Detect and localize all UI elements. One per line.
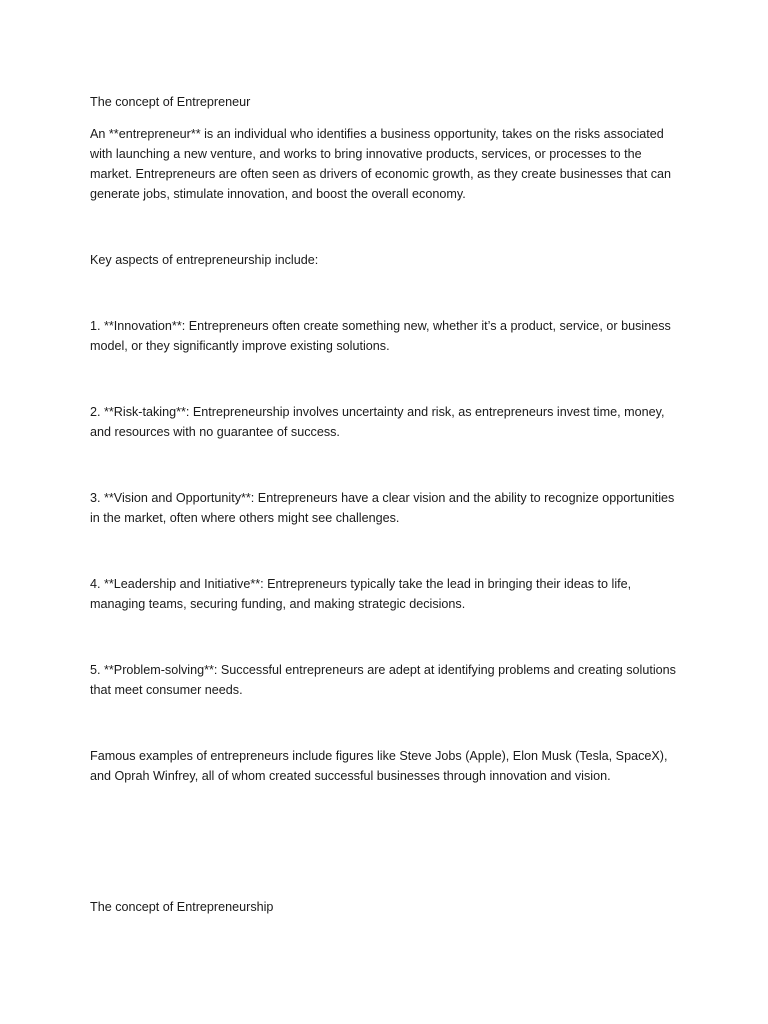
famous-examples-paragraph: Famous examples of entrepreneurs include figures like Steve Jobs (Apple), Elon Musk (Tesla, SpaceX), and Oprah Winfrey, all of whom created successful businesses through innovation and vision. [90, 749, 668, 783]
list-item-problem-solving: 5. **Problem-solving**: Successful entrepreneurs are adept at identifying problems and creating solutions that meet consumer needs. [90, 663, 676, 697]
intro-paragraph: An **entrepreneur** is an individual who identifies a business opportunity, takes on the risks associated with launching a new venture, and works to bring innovative products, services, or processes to the market. Entrepreneurs are often seen as drivers of economic growth, as they create businesses that can generate jobs, stimulate innovation, and boost the overall economy. [90, 127, 672, 201]
key-aspects-heading: Key aspects of entrepreneurship include: [90, 253, 319, 267]
list-item-risk-taking: 2. **Risk-taking**: Entrepreneurship involves uncertainty and risk, as entrepreneurs invest time, money, and resources with no guarantee of success. [90, 405, 665, 439]
second-heading: The concept of Entrepreneurship [90, 900, 274, 914]
document-heading: The concept of Entrepreneur [90, 95, 251, 109]
list-item-innovation: 1. **Innovation**: Entrepreneurs often create something new, whether it’s a product, service, or business model, or they significantly improve existing solutions. [90, 319, 671, 353]
list-item-vision: 3. **Vision and Opportunity**: Entrepreneurs have a clear vision and the ability to recognize opportunities in the market, often where others might see challenges. [90, 491, 675, 525]
list-item-leadership: 4. **Leadership and Initiative**: Entrepreneurs typically take the lead in bringing their ideas to life, managing teams, securing funding, and making strategic decisions. [90, 577, 632, 611]
